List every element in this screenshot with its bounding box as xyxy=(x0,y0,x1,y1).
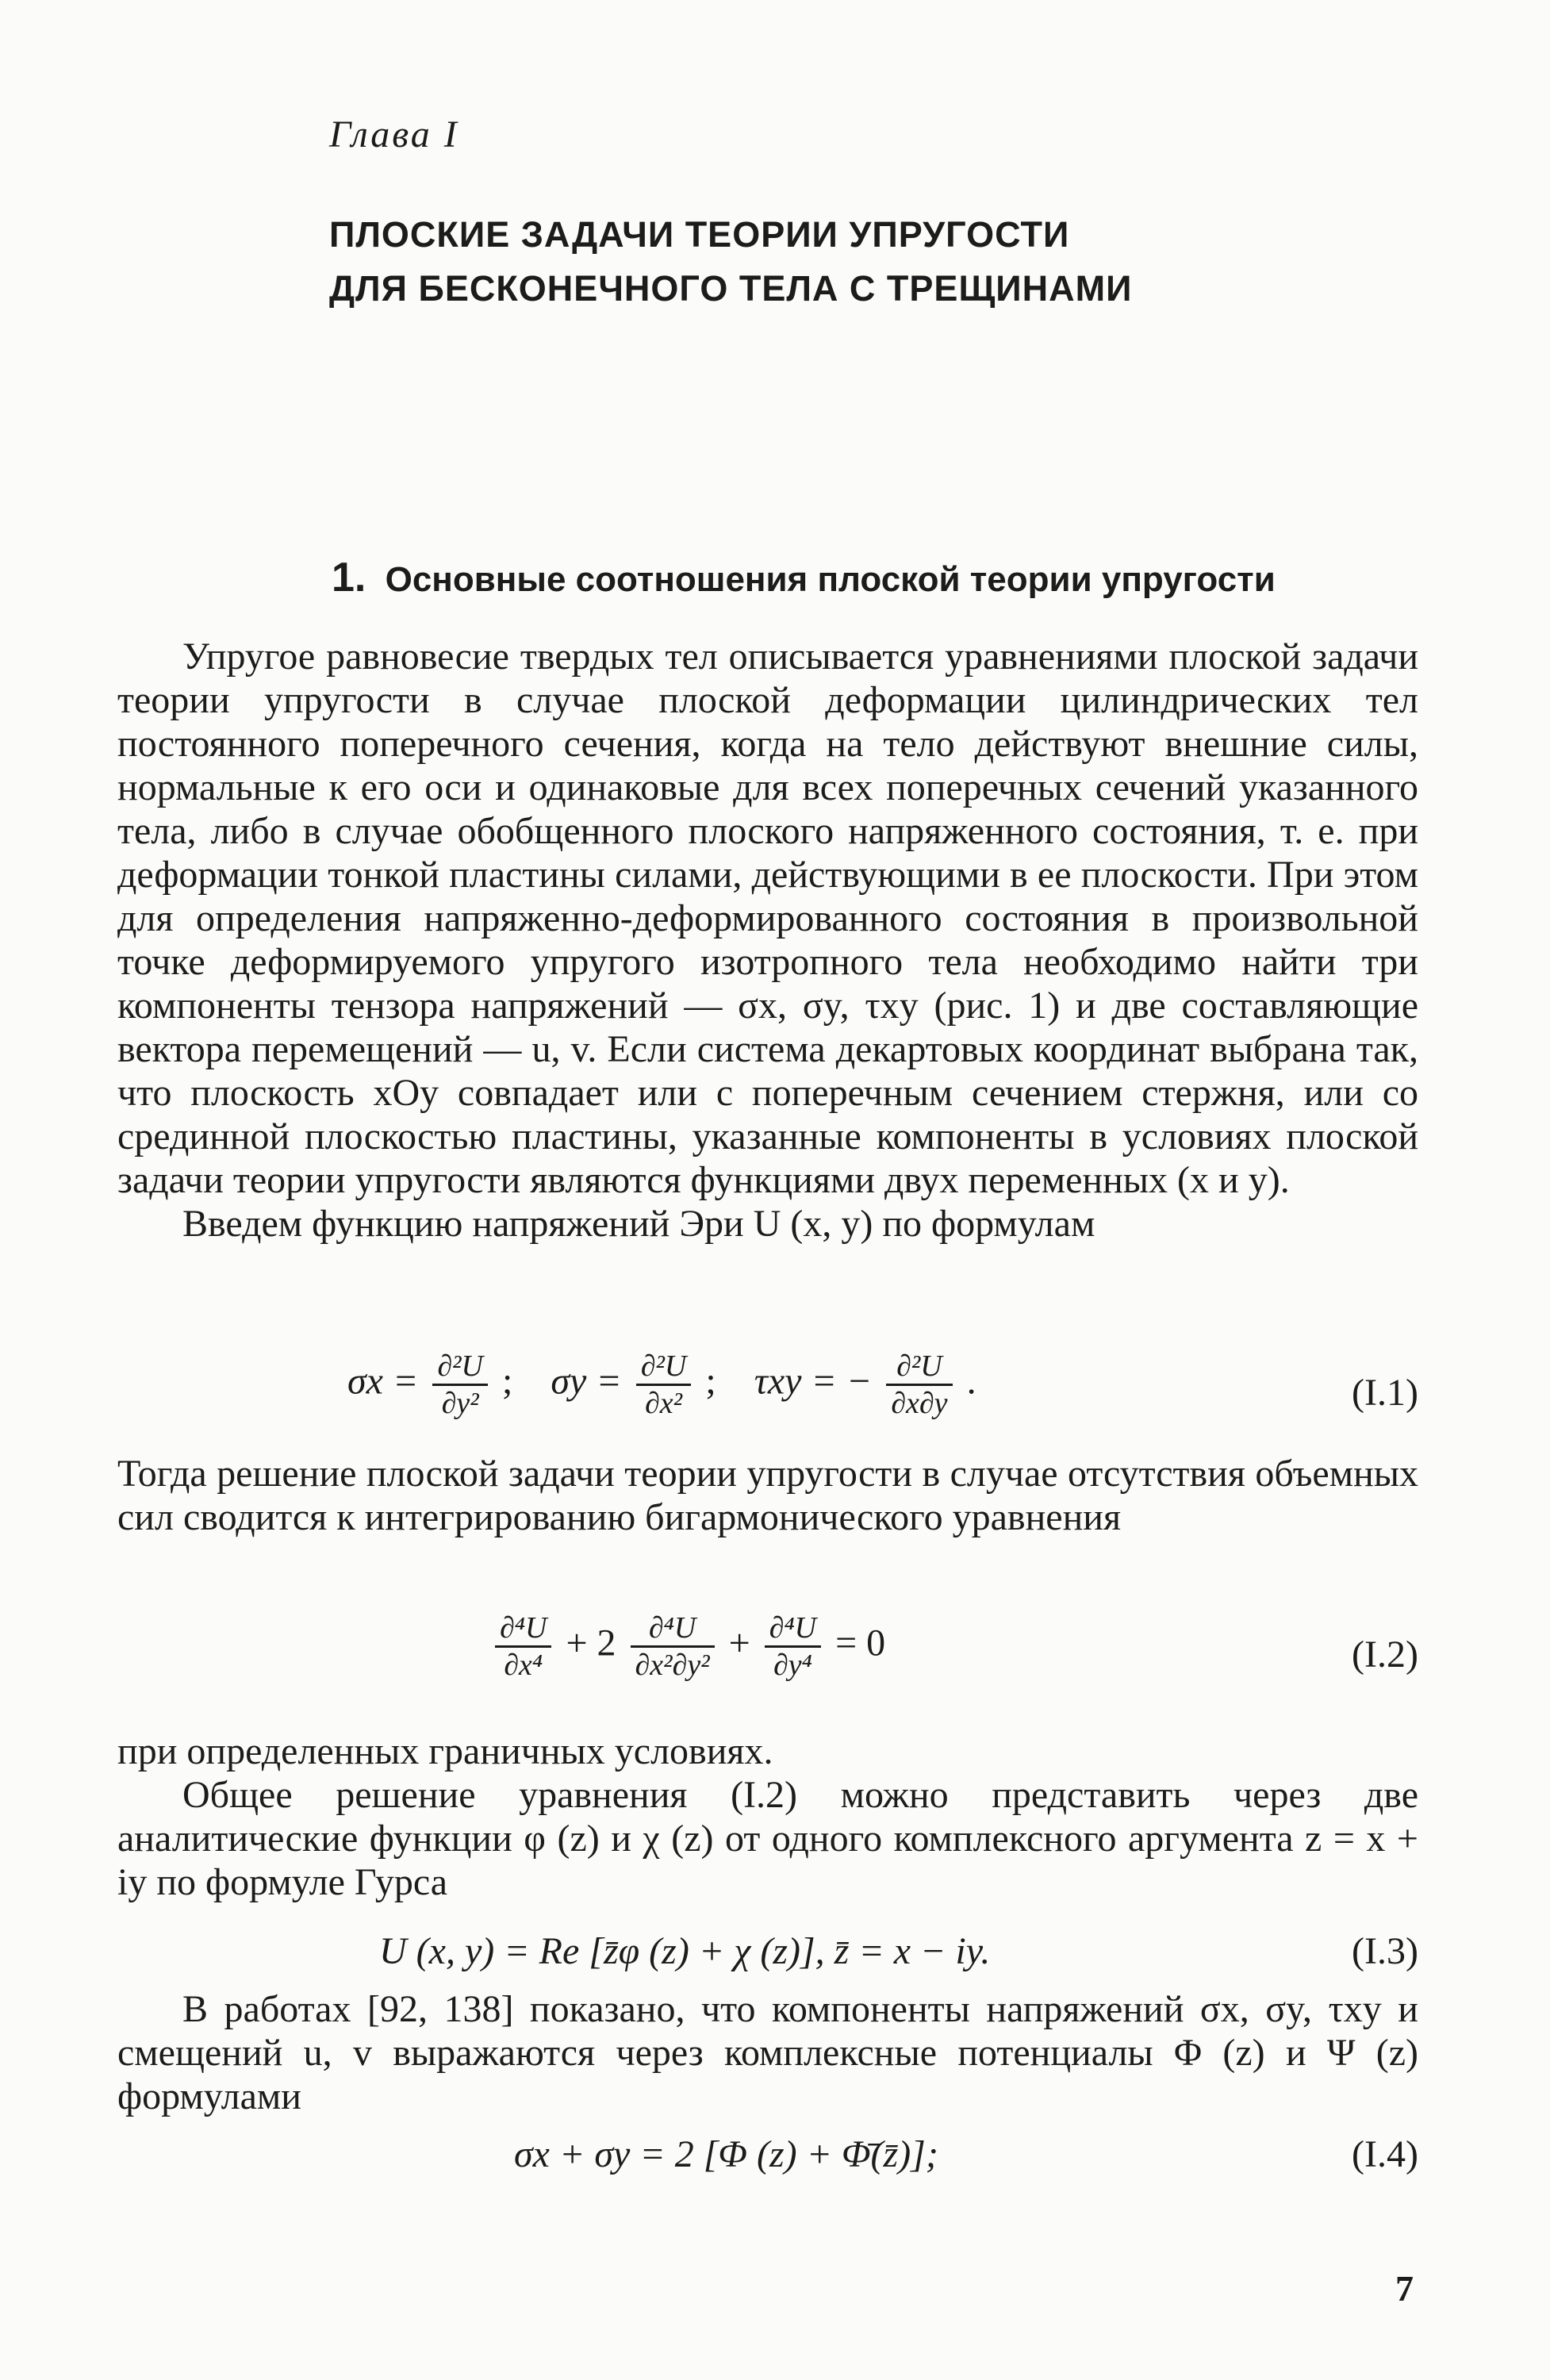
eq1-fraction-2 xyxy=(636,1349,692,1421)
paragraph-block-4 xyxy=(117,1987,1418,2118)
equation-4 xyxy=(117,2132,1418,2180)
paragraph-block-1 xyxy=(117,635,1418,1246)
eq2-rhs: = 0 xyxy=(835,1622,886,1664)
equation-2 xyxy=(117,1610,1418,1698)
chapter-title-line-1: ПЛОСКИЕ ЗАДАЧИ ТЕОРИИ УПРУГОСТИ xyxy=(329,214,1070,255)
eq1-frac3-denominator: ∂x∂y xyxy=(891,1387,948,1420)
eq1-separator-1: ; xyxy=(502,1360,513,1403)
paragraph-block-3 xyxy=(117,1729,1418,1904)
section-number: 1. xyxy=(332,555,366,601)
eq2-frac2-numerator: ∂⁴U xyxy=(631,1610,715,1648)
eq2-frac1-denominator: ∂x⁴ xyxy=(504,1649,543,1682)
equation-3 xyxy=(117,1929,1418,1977)
eq1-end: . xyxy=(966,1360,976,1403)
eq1-fraction-1 xyxy=(432,1349,488,1421)
eq1-fraction-3 xyxy=(886,1349,952,1421)
chapter-title-line-2: ДЛЯ БЕСКОНЕЧНОГО ТЕЛА С ТРЕЩИНАМИ xyxy=(329,268,1133,309)
equation-4-body: σx + σy = 2 [Φ (z) + Φ̄(z̄)]; xyxy=(514,2133,938,2175)
eq1-tau-xy: τxy = − xyxy=(754,1360,873,1403)
eq1-frac1-numerator: ∂²U xyxy=(432,1349,488,1386)
eq2-fraction-3 xyxy=(765,1610,821,1683)
equation-1-number: (I.1) xyxy=(1352,1372,1418,1414)
eq2-plus-two: + 2 xyxy=(566,1622,616,1664)
eq1-frac2-denominator: ∂x² xyxy=(645,1387,683,1420)
eq1-sigma-y: σy = xyxy=(551,1360,622,1403)
chapter-title xyxy=(329,208,1360,316)
eq1-sigma-x: σx = xyxy=(347,1360,419,1403)
eq2-plus: + xyxy=(728,1622,750,1664)
eq1-frac1-denominator: ∂y² xyxy=(441,1387,479,1420)
eq1-frac3-numerator: ∂²U xyxy=(886,1349,952,1386)
eq2-fraction-2 xyxy=(631,1610,715,1683)
eq1-frac2-numerator: ∂²U xyxy=(636,1349,692,1386)
paragraph-6: В работах [92, 138] показано, что компоненты напряжений σx, σy, τxy и смещений u, v выражаются через комплексные потенциалы Φ (z) и Ψ (z) формулами xyxy=(117,1988,1418,2117)
eq2-fraction-1 xyxy=(495,1610,551,1683)
eq2-frac3-numerator: ∂⁴U xyxy=(765,1610,821,1648)
eq2-frac3-denominator: ∂y⁴ xyxy=(773,1649,812,1682)
page-number: 7 xyxy=(1395,2268,1414,2309)
paragraph-2: Введем функцию напряжений Эри U (x, y) по формулам xyxy=(182,1203,1095,1245)
section-heading xyxy=(332,554,1442,601)
eq1-separator-2: ; xyxy=(705,1360,716,1403)
equation-2-number: (I.2) xyxy=(1352,1633,1418,1676)
chapter-label: Глава I xyxy=(329,113,459,155)
equation-1 xyxy=(117,1349,1418,1436)
section-title: Основные соотношения плоской теории упругости xyxy=(385,560,1276,599)
equation-1-body xyxy=(347,1349,976,1421)
equation-3-number: (I.3) xyxy=(1352,1930,1418,1972)
paragraph-block-2 xyxy=(117,1452,1418,1539)
eq2-frac1-numerator: ∂⁴U xyxy=(495,1610,551,1648)
eq2-frac2-denominator: ∂x²∂y² xyxy=(635,1649,710,1682)
paragraph-3: Тогда решение плоской задачи теории упругости в случае отсутствия объемных сил сводится к интегрированию бигармонического уравнения xyxy=(117,1453,1418,1538)
paragraph-4: при определенных граничных условиях. xyxy=(117,1730,773,1772)
equation-4-number: (I.4) xyxy=(1352,2133,1418,2175)
paragraph-5: Общее решение уравнения (I.2) можно представить через две аналитические функции φ (z) и χ (z) от одного комплексного аргумента z = x + iy по формуле Гурса xyxy=(117,1774,1418,1903)
equation-2-body xyxy=(490,1610,885,1683)
equation-3-body: U (x, y) = Re [z̄φ (z) + χ (z)], z̄ = x − iy. xyxy=(379,1930,991,1972)
paragraph-1: Упругое равновесие твердых тел описывается уравнениями плоской задачи теории упругости в случае плоской деформации цилиндрических тел постоянного поперечного сечения, когда на тело действуют внешние силы, нормальные к его оси и одинаковые для всех поперечных сечений указанного тела, либо в случае обобщенного плоского напряженного состояния, т. е. при деформации тонкой пластины силами, действующими в ее плоскости. При этом для определения напряженно-деформированного состояния в произвольной точке деформируемого упругого изотропного тела необходимо найти три компоненты тензора напряжений — σx, σy, τxy (рис. 1) и две составляющие вектора перемещений — u, v. Если система декартовых координат выбрана так, что плоскость xOy совпадает или с поперечным сечением стержня, или со срединной плоскостью пластины, указанные компоненты в условиях плоской задачи теории упругости являются функциями двух переменных (x и y). xyxy=(117,635,1419,1201)
